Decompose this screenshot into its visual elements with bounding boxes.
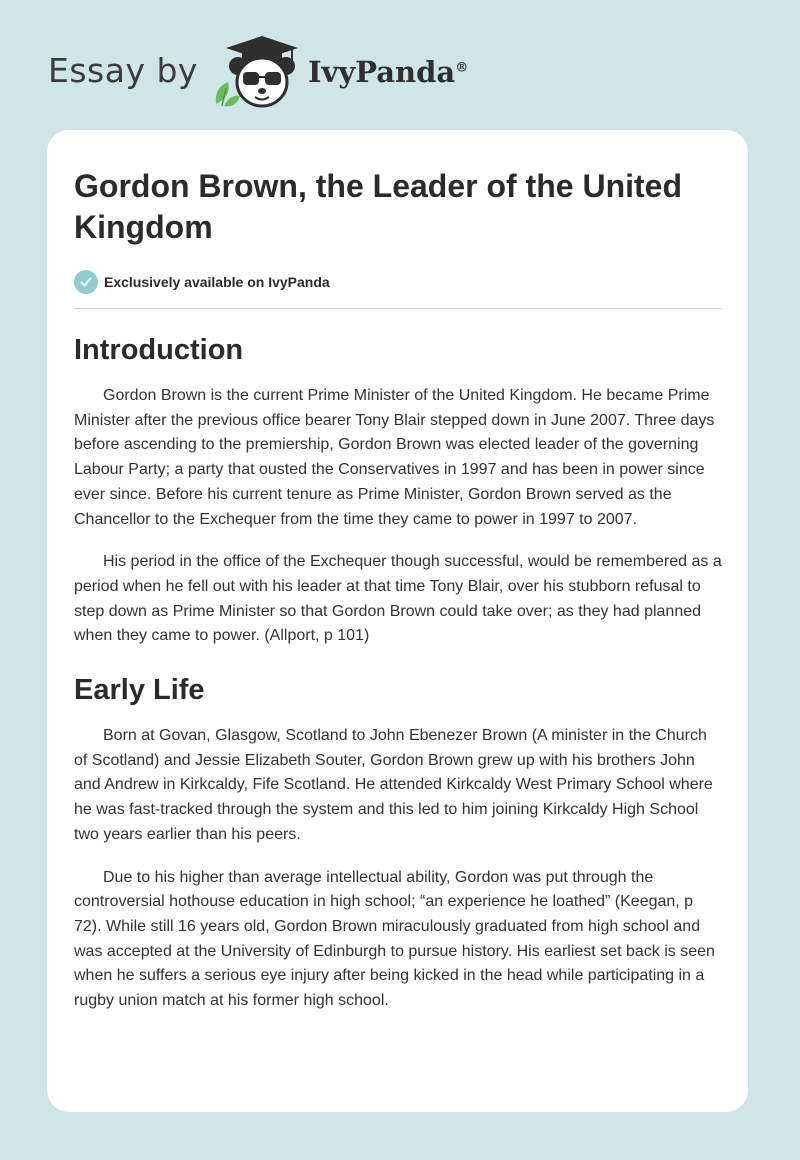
- title-divider: [74, 308, 722, 309]
- exclusive-label: Exclusively available on IvyPanda: [104, 274, 330, 290]
- registered-mark: ®: [455, 60, 469, 76]
- article-content: [74, 166, 722, 1014]
- check-circle-icon: [74, 270, 98, 294]
- section-heading-introduction: Introduction: [74, 334, 244, 366]
- paragraph: Due to his higher than average intellectual ability, Gordon was put through the controversial hothouse education in high school; “an experience he loathed” (Keegan, p 72). While still 16 years old, Gordon Brown miraculously graduated from high school and was accepted at the University of Edinburgh to pursue history. His earliest set back is seen when he suffers a serious eye injury after being kicked in the head while participating in a rugby union match at his former high school.: [74, 868, 715, 1010]
- site-header: [48, 30, 468, 110]
- exclusive-badge: [74, 270, 722, 294]
- essay-by-label: Essay by: [48, 50, 198, 90]
- panda-graduate-logo-icon[interactable]: [212, 30, 302, 110]
- article-title: Gordon Brown, the Leader of the United Kingdom: [74, 168, 682, 245]
- paragraph: His period in the office of the Exchequer though successful, would be remembered as a period when he fell out with his leader at that time Tony Blair, over his stubborn refusal to step down as Prime Minister so that Gordon Brown could take over; as they had planned when they came to power. (Allport, p 101): [74, 553, 722, 645]
- brand-name[interactable]: [308, 55, 468, 89]
- article-card: [47, 130, 748, 1112]
- paragraph: Gordon Brown is the current Prime Minister of the United Kingdom. He became Prime Minister after the previous office bearer Tony Blair stepped down in June 2007. Three days before ascending to the premiership, Gordon Brown was elected leader of the governing Labour Party; a party that ousted the Conservatives in 1997 and has been in power since ever since. Before his current tenure as Prime Minister, Gordon Brown served as the Chancellor to the Exchequer from the time they came to power in 1997 to 2007.: [74, 387, 715, 528]
- brand-text: IvyPanda: [307, 55, 456, 89]
- section-heading-early-life: Early Life: [74, 674, 205, 707]
- paragraph: Born at Govan, Glasgow, Scotland to John Ebenezer Brown (A minister in the Church of Scotland) and Jessie Elizabeth Souter, Gordon Brown grew up with his brothers John and Andrew in Kirkcaldy, Fife Scotland. He attended Kirkcaldy West Primary School where he was fast-tracked through the system and this led to him joining Kirkcaldy High School two years earlier than his peers.: [74, 727, 713, 843]
